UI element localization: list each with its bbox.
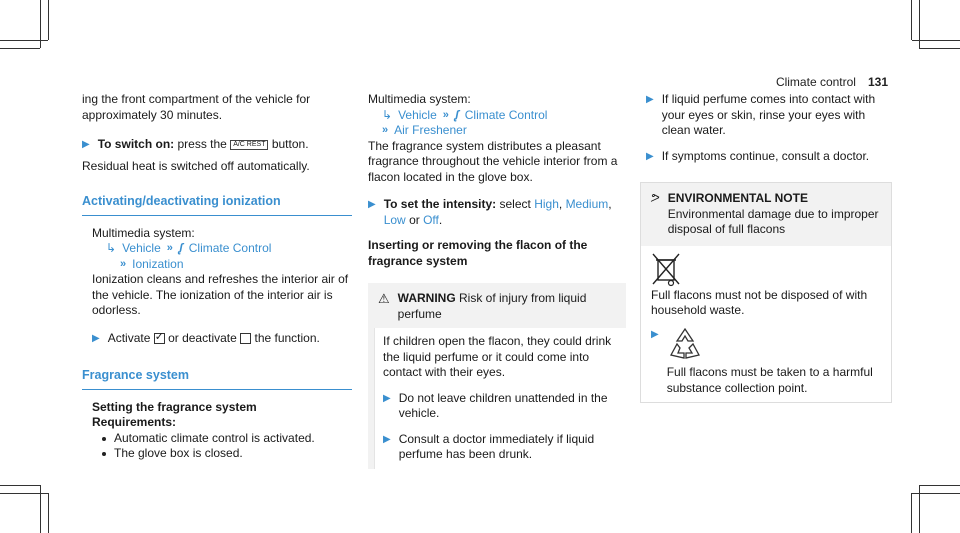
column-left: ing the front compartment of the vehicle for approximately 30 minutes. ▶ To switch on: press the A/C REST button. Residual heat is switched off automatically. Activating/deactivating ionization Multimedia system: ↳ Vehicle » ᶘ Climate Control » Ionization Ionization cleans and refreshes the interior air of the vehicle. The ionization of the interior air is odorless. ▶ Activate ✓ or deactivate the function. Fragrance system Setting the fragrance system Requirements: Automatic climate control is activated. The glove box is closed. — [82, 92, 352, 462]
crossed-bin-icon — [651, 252, 681, 288]
environment-leaf-icon: ᕗ — [651, 191, 660, 205]
list-item: Automatic climate control is activated. — [102, 431, 352, 447]
crop-mark — [0, 485, 41, 486]
crop-mark — [919, 48, 960, 49]
step-arrow-icon: ▶ — [92, 332, 100, 344]
warning-box: ⚠ WARNING Risk of injury from liquid perfume If children open the flacon, they could drink the liquid perfume or it could come into contact with their eyes. ▶ Do not leave children unattended in the vehicle. ▶ Consult a doctor immediately if liquid perfume has been drunk. — [368, 283, 626, 469]
crop-mark — [919, 485, 960, 486]
chevron-right-icon: » — [120, 257, 127, 270]
ionization-description: Ionization cleans and refreshes the interior air of the vehicle. The ionization of the interior air is odorless. — [92, 272, 349, 317]
section-heading-ionization: Activating/deactivating ionization — [82, 194, 352, 216]
intro-text: ing the front compartment of the vehicle for approximately 30 minutes. — [82, 92, 311, 122]
crop-mark — [0, 493, 48, 494]
page-number: 131 — [867, 75, 888, 89]
chevron-right-icon: » — [442, 108, 449, 121]
option-low: Low — [383, 212, 406, 227]
column-right: ▶ If liquid perfume comes into contact with your eyes or skin, rinse your eyes with clean water. ▶ If symptoms continue, consult a doctor. ᕗ ENVIRONMENTAL NOTE Environmental damage due to improper disposal of full flacons Full flacons must not be disposed of with household waste. ▶ Full flacons must be taken to a harmful substance collection point. — [640, 92, 892, 403]
hook-arrow-icon: ↳ — [106, 241, 117, 255]
crop-mark — [912, 40, 960, 41]
env-body-2: Full flacons must be taken to a harmful substance collection point. — [666, 365, 873, 395]
option-off: Off — [423, 212, 439, 227]
warning-label: WARNING — [397, 291, 456, 305]
multimedia-label: Multimedia system: — [368, 92, 471, 106]
step-arrow-icon: ▶ — [383, 392, 391, 404]
multimedia-label: Multimedia system: — [92, 225, 195, 240]
crop-mark — [911, 0, 912, 40]
step-arrow-icon: ▶ — [646, 150, 654, 162]
warning-triangle-icon: ⚠ — [378, 291, 390, 306]
environmental-note-label: ENVIRONMENTAL NOTE — [667, 191, 808, 205]
menu-vehicle: Vehicle — [398, 107, 437, 122]
requirements-label: Requirements: — [92, 415, 177, 429]
recycle-icon — [667, 327, 703, 361]
menu-climate-control: Climate Control — [188, 241, 272, 255]
climate-fan-icon: ᶘ — [454, 107, 459, 122]
step-arrow-icon: ▶ — [383, 433, 391, 445]
checkbox-checked-icon — [154, 333, 165, 344]
env-body-1: Full flacons must not be disposed of with household waste. — [651, 287, 868, 317]
intensity-label: To set the intensity: — [383, 197, 497, 211]
checkbox-empty-icon — [240, 333, 251, 344]
environmental-note-box: ᕗ ENVIRONMENTAL NOTE Environmental damage due to improper disposal of full flacons Full flacons must not be disposed of with household waste. ▶ Full flacons must be taken to a harmful substance collection point. — [640, 182, 892, 403]
step-arrow-icon: ▶ — [646, 94, 654, 105]
crop-mark — [48, 493, 49, 533]
chevron-right-icon: » — [166, 242, 173, 254]
step-arrow-icon: ▶ — [82, 139, 90, 150]
crop-mark — [911, 493, 912, 533]
step-arrow-icon: ▶ — [651, 328, 659, 340]
climate-fan-icon: ᶘ — [178, 241, 183, 255]
menu-ionization: Ionization — [132, 256, 184, 271]
crop-mark — [912, 493, 960, 494]
switch-on-label: To switch on: — [97, 137, 175, 151]
section-heading-fragrance: Fragrance system — [82, 368, 352, 390]
switch-on-step: ▶ To switch on: press the A/C REST button. — [82, 137, 309, 151]
list-item: The glove box is closed. — [102, 446, 352, 462]
hook-arrow-icon: ↳ — [382, 107, 393, 122]
step-arrow-icon: ▶ — [368, 199, 376, 210]
fragrance-description: The fragrance system distributes a pleasant fragrance throughout the vehicle interior from a flacon located in the glove box. — [368, 138, 618, 184]
setting-title: Setting the fragrance system — [92, 399, 257, 414]
column-middle: Multimedia system: ↳ Vehicle » ᶘ Climate Control » Air Freshener The fragrance system distributes a pleasant fragrance throughout the vehicle interior from a flacon located in the glove box. ▶ To set the intensity: select High, Medium, Low or Off. Inserting or removing the flacon of the fragrance system ⚠ WARNING Risk of injury from liquid perfume If children open the flacon, they could drink the liquid perfume or it could come into contact with their eyes. ▶ Do not leave children unattended in the vehicle. ▶ Consult a doctor immediately if liquid perfume has been drunk. — [368, 92, 626, 469]
chevron-right-icon: » — [382, 124, 389, 136]
insert-title: Inserting or removing the flacon of the fragrance system — [368, 238, 588, 268]
menu-air-freshener: Air Freshener — [394, 123, 467, 137]
option-medium: Medium — [565, 197, 609, 211]
crop-mark — [0, 40, 48, 41]
crop-mark — [48, 0, 49, 40]
warning-body: If children open the flacon, they could drink the liquid perfume or it could come into contact with their eyes. — [383, 334, 612, 379]
option-high: High — [534, 197, 559, 211]
menu-vehicle: Vehicle — [122, 241, 161, 255]
menu-climate-control: Climate Control — [464, 107, 548, 122]
ac-rest-key-icon: A/C REST — [230, 140, 268, 150]
section-title: Climate control — [775, 75, 856, 89]
page-header — [776, 75, 888, 89]
crop-mark — [0, 48, 40, 49]
residual-text: Residual heat is switched off automatically. — [82, 158, 310, 173]
